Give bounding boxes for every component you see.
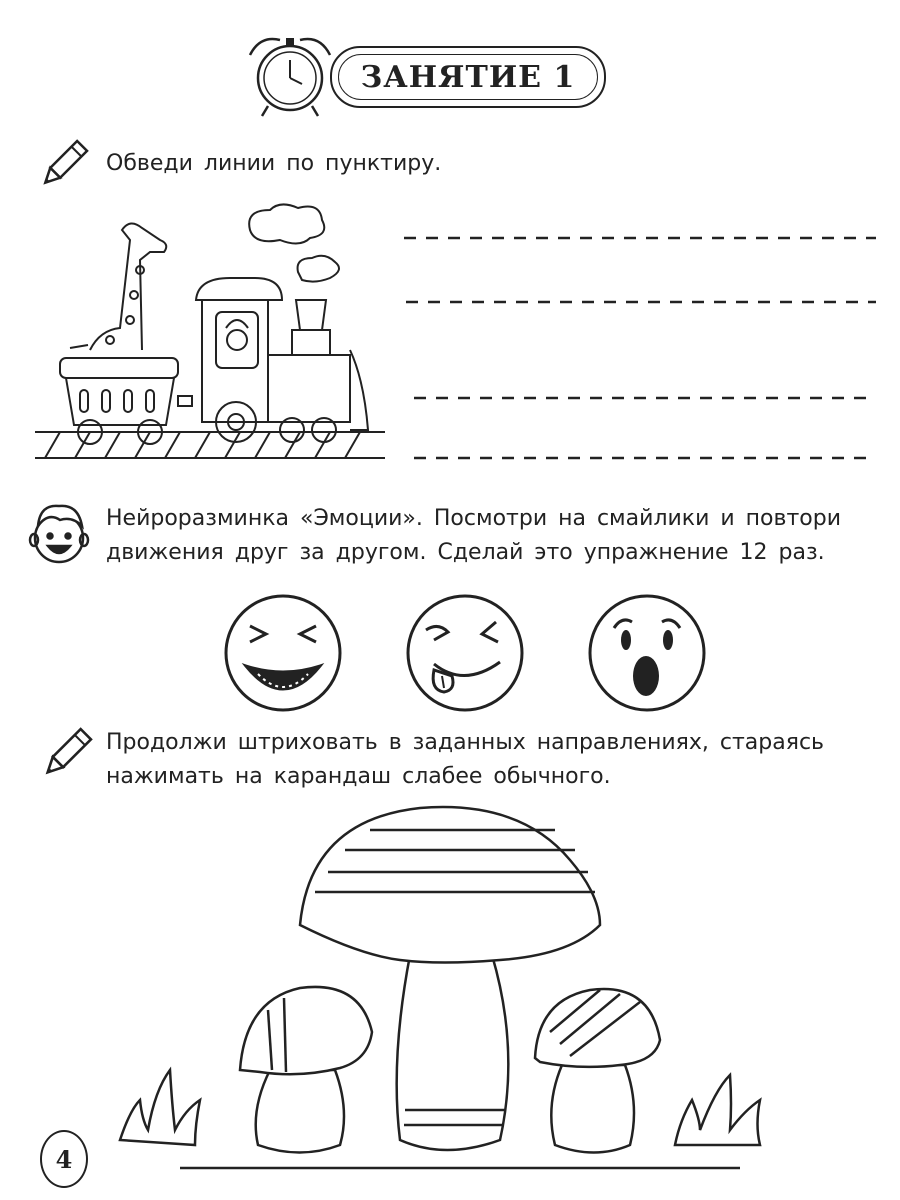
child-face-icon <box>26 498 92 568</box>
lesson-title-box <box>330 46 606 108</box>
alarm-clock-icon <box>240 30 340 120</box>
task1-text: Обведи линии по пунктиру. <box>106 151 442 176</box>
tracing-lines <box>400 230 880 470</box>
task3-line2: нажимать на карандаш слабее обычного. <box>106 764 611 789</box>
mushrooms-illustration <box>100 800 800 1190</box>
page-number: 4 <box>40 1130 88 1188</box>
tongue-out-smiley-icon <box>404 592 526 714</box>
train-illustration <box>30 200 390 470</box>
task2-line1: Нейроразминка «Эмоции». Посмотри на смайлики и повтори <box>106 506 842 531</box>
pencil-icon <box>38 726 94 782</box>
task2-line2: движения друг за другом. Сделай это упражнение 12 раз. <box>106 540 825 565</box>
lesson-title: ЗАНЯТИЕ 1 <box>360 59 576 95</box>
surprised-smiley-icon <box>586 592 708 714</box>
laughing-smiley-icon <box>222 592 344 714</box>
task3-line1: Продолжи штриховать в заданных направлениях, стараясь <box>106 730 825 755</box>
pencil-icon <box>36 138 90 192</box>
